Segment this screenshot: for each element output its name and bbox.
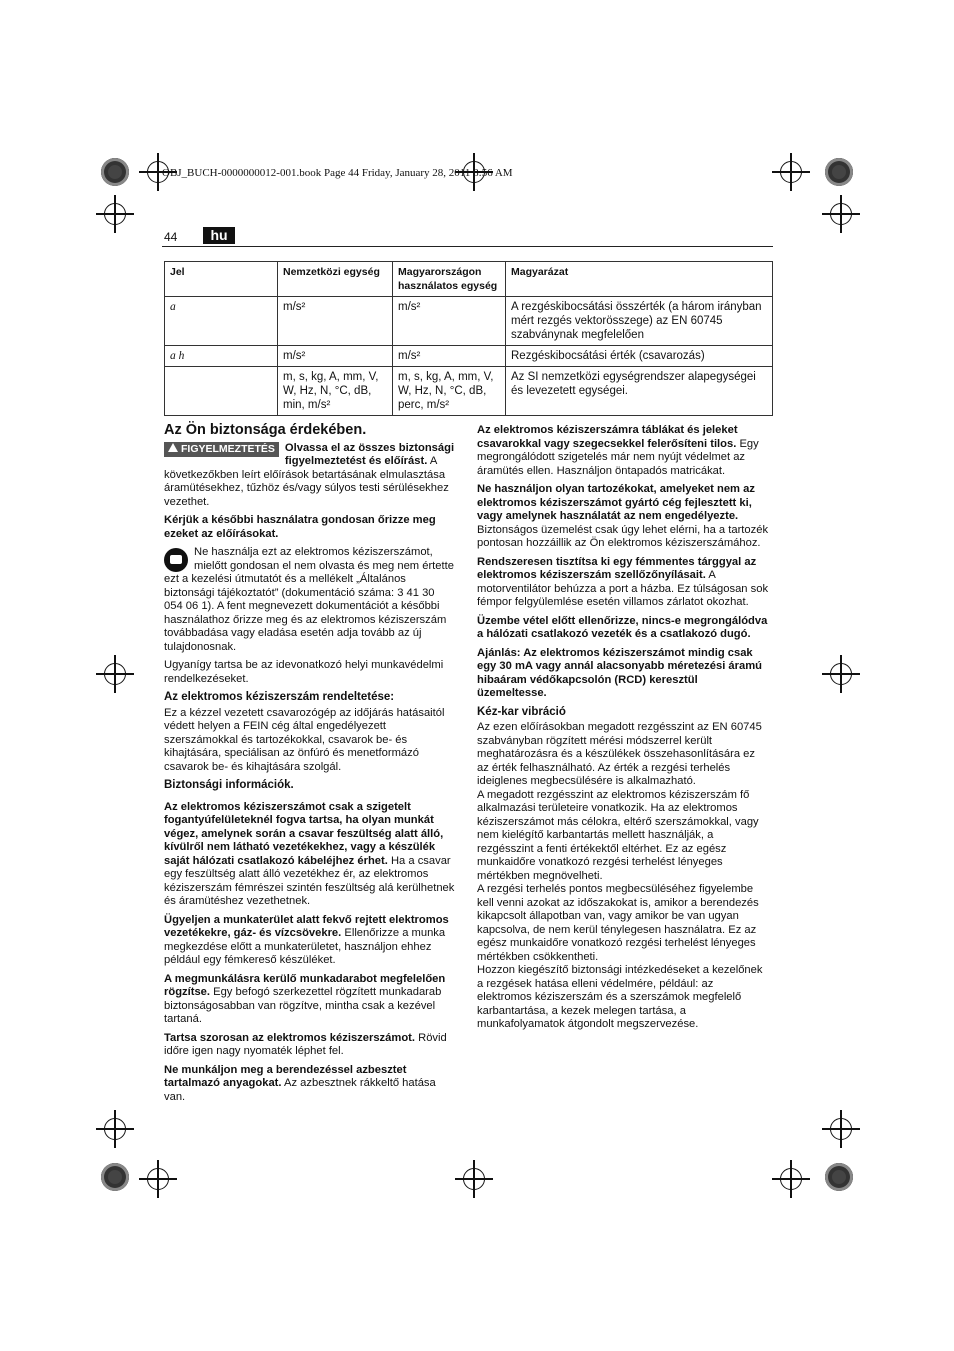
left-column xyxy=(164,424,456,1109)
safety-text: Ellenőrizze a munka megkezdése előtt a munkaterületet, használjon ehhez például egy fémkereső készüléket. xyxy=(164,927,446,966)
vibration-paragraph: Az ezen előírásokban megadott rezgésszint az EN 60745 szabványban rögzített mérési módszerrel került meghatározásra és a készülékek összehasonlítására ez az érték felhasználható. Az érték a rezgési terhelés ideiglenes megbecsülésére is alkalmazható. xyxy=(477,721,762,787)
safety-text: Egy megrongálódott szigetelés már nem nyújt védelmet az áramütés ellen. Használjon öntapadós matricákat. xyxy=(477,437,759,477)
crop-mark-top-right-outer xyxy=(822,195,860,233)
purpose-text: Ez a kézzel vezetett csavarozógép az időjárás hatásaitól védett helyen a FEIN cég által engedélyezett szerszámokkal és tartozékokkal, csavarok be- és kihajtására, speciálisan az önfúró és menetformázó csavarok be- és kihajtására szolgál. xyxy=(164,706,445,773)
safety-paragraph xyxy=(477,483,769,551)
rcd-recommendation: Ajánlás: Az elektromos kéziszerszámot mindig csak egy 30 mA vagy annál alacsonyabb méretezési áramú hibaáram védőkapcsolón (RCD) keresztül üzemeltesse. xyxy=(477,646,763,699)
safety-text: Biztonságos üzemelést csak úgy lehet elérni, ha a tartozék pontosan hozzáillik az Ön elektromos kéziszerszámához. xyxy=(477,523,769,549)
manual-text: Ne használja ezt az elektromos kéziszerszámot, mielőtt gondosan el nem olvasta és meg nem értette ezt a kezelési útmutatót és a mellékelt „Általános biztonsági tájékoztatót” (dokumentáció száma: 3 41 30 054 06 1). A fent megnevezett dokumentációt a későbbi használathoz őrizze meg és az elektromos kéziszerszám továbbadása vagy eladása esetén adja tovább az új tulajdonosnak. xyxy=(164,546,454,653)
table-cell: Rezgéskibocsátási érték (csavarozás) xyxy=(506,346,773,367)
table-header: Magyarázat xyxy=(506,262,773,297)
crop-mark-top-left-outer xyxy=(96,195,134,233)
vibration-paragraph: A megadott rezgésszint az elektromos kéziszerszám fő alkalmazási területeire vonatkozik. Ha az elektromos kéziszerszámot más célokra, eltérő szerszámokkal, vagy nem kielégítő karbantartás mellett használják, a rezgésszint a fenti értékektől eltérhet. Ez az egész munkaidőre vonatkozó rezgési terhelést lényeges mértékben megnövelheti. xyxy=(477,788,759,882)
registration-disc-top-left xyxy=(101,158,129,186)
safety-paragraph xyxy=(164,1064,456,1105)
table-cell: m/s² xyxy=(393,346,506,367)
table-header: Nemzetközi egység xyxy=(278,262,393,297)
safety-text: Rövid időre igen nagy nyomaték léphet fel. xyxy=(164,1031,447,1057)
crop-mark-bottom-left-outer xyxy=(96,1110,134,1148)
safety-bold: Ügyeljen a munkaterület alatt fekvő rejtett elektromos vezetékekre, gáz- és vízcsövekre. xyxy=(164,913,449,939)
registration-disc-bottom-left xyxy=(101,1163,129,1191)
safety-text: Ha a csavar egy feszültség alatt álló vezetékhez ér, az elektromos kéziszerszám fémrészei szintén feszültség alá kerülhetnek és áramütéshez vezethetnek. xyxy=(164,854,455,907)
table-row xyxy=(165,346,773,367)
safety-bold: A megmunkálásra kerülő munkadarabot megfelelően rögzítse. xyxy=(164,972,446,998)
read-manual-icon xyxy=(164,548,188,572)
safety-title: Biztonsági információk. xyxy=(164,779,294,791)
keep-instructions: Kérjük a későbbi használatra gondosan őrizze meg ezeket az előírásokat. xyxy=(164,514,436,540)
warning-triangle-icon xyxy=(168,443,178,452)
crop-mark-bottom-right-outer xyxy=(822,1110,860,1148)
print-header: OBJ_BUCH-0000000012-001.book Page 44 Friday, January 28, 2011 8:56 AM xyxy=(162,167,513,179)
warning-tag xyxy=(164,442,279,458)
language-badge: hu xyxy=(203,227,235,244)
crop-mark-bottom-left xyxy=(139,1160,177,1198)
crop-mark-mid-right xyxy=(822,655,860,693)
registration-disc-top-right xyxy=(825,158,853,186)
safety-bold: Az elektromos kéziszerszámra táblákat és jeleket csavarokkal vagy szegecsekkel felerősíteni tilos. xyxy=(477,424,738,450)
warning-text: A következőkben leírt előírások betartásának elmulasztása áramütésekhez, tűzhöz és/vagy súlyos testi sérülésekhez vezethet. xyxy=(164,455,449,508)
table-row xyxy=(165,367,773,416)
crop-mark-bottom-center xyxy=(455,1160,493,1198)
safety-bold: Üzembe vétel előtt ellenőrizze, nincs-e megrongálódva a hálózati csatlakozó vezeték és a csatlakozó dugó. xyxy=(477,614,768,640)
units-table xyxy=(164,261,773,416)
table-cell-symbol: a h xyxy=(165,346,278,367)
safety-paragraph xyxy=(164,973,456,1027)
safety-paragraph xyxy=(164,801,456,909)
table-cell-symbol: a xyxy=(165,297,278,346)
table-cell: m, s, kg, A, mm, V, W, Hz, N, °C, dB, min, m/s² xyxy=(278,367,393,416)
registration-disc-bottom-right xyxy=(825,1163,853,1191)
table-cell: m/s² xyxy=(278,346,393,367)
header-rule xyxy=(162,246,773,247)
purpose-title: Az elektromos kéziszerszám rendeltetése: xyxy=(164,691,395,703)
page-number: 44 xyxy=(164,230,178,244)
safety-bold: Ne munkáljon meg a berendezéssel azbesztet tartalmazó anyagokat. xyxy=(164,1063,407,1089)
safety-paragraph xyxy=(164,1032,456,1059)
vibration-paragraph: A rezgési terhelés pontos megbecsüléséhez figyelembe kell venni azokat az időszakokat is, amikor a berendezés kikapcsolt állapotban van, vagy amikor be van ugyan kapcsolva, de nem kerül ténylegesen használatra. Ez az egész munkaidőre vonatkozó rezgési terhelést lényeges mértékben csökkentheti. xyxy=(477,883,759,963)
vibration-paragraph: Hozzon kiegészítő biztonsági intézkedéseket a kezelőnek a rezgések hatása elleni védelmére, például: az elektromos kéziszerszám és a szerszámok megfelelő karbantartása, a kezek melegen tartása, a munkafolyamatok átgondolt megszervezése. xyxy=(477,964,763,1030)
table-header-row xyxy=(165,262,773,297)
table-cell: m, s, kg, A, mm, V, W, Hz, N, °C, dB, perc, m/s² xyxy=(393,367,506,416)
section-title: Az Ön biztonsága érdekében. xyxy=(164,422,367,438)
safety-text: A motorventilátor behúzza a port a házba. Ez túlságosan sok fémpor felgyülemlése esetén villamos zárlatot okozhat. xyxy=(477,569,769,608)
right-column xyxy=(477,424,769,1037)
safety-paragraph xyxy=(477,424,769,478)
manual-paragraph xyxy=(164,546,456,654)
safety-paragraph xyxy=(164,914,456,968)
warning-tag-label: FIGYELMEZTETÉS xyxy=(181,442,275,455)
table-cell: m/s² xyxy=(278,297,393,346)
table-cell: Az SI nemzetközi egységrendszer alapegységei és levezetett egységei. xyxy=(506,367,773,416)
safety-text: Egy befogó szerkezettel rögzített munkadarab biztonságosabban van rögzítve, mintha csak a kezével tartaná. xyxy=(164,986,442,1025)
safety-bold: Az elektromos kéziszerszámot csak a szigetelt fogantyúfelületeknél fogva tartsa, ha olyan munkát végez, amelynek során a csavar feszültség alatt álló, kívülről nem látható vezetékekhez, vagy a készülék saját hálózati csatlakozó kábeléjhez érhet. xyxy=(164,800,444,867)
table-row xyxy=(165,297,773,346)
warning-paragraph xyxy=(164,442,456,510)
warning-bold: Olvassa el az összes biztonsági figyelmeztetést és előírást. xyxy=(284,441,455,467)
table-cell: A rezgéskibocsátási összérték (a három irányban mért rezgés vektorösszege) az EN 60745 szabványnak megfelelően xyxy=(506,297,773,346)
safety-paragraph xyxy=(477,556,769,610)
table-cell: m/s² xyxy=(393,297,506,346)
crop-mark-bottom-right xyxy=(772,1160,810,1198)
table-header: Jel xyxy=(165,262,278,297)
table-cell-symbol xyxy=(165,367,278,416)
crop-mark-mid-left xyxy=(96,655,134,693)
table-header: Magyarországon használatos egység xyxy=(393,262,506,297)
rules-paragraph: Ugyanígy tartsa be az idevonatkozó helyi munkavédelmi rendelkezéseket. xyxy=(164,659,444,685)
safety-bold: Tartsa szorosan az elektromos kéziszerszámot. xyxy=(164,1031,415,1044)
crop-mark-top-right xyxy=(772,153,810,191)
safety-text: Az azbesztnek rákkeltő hatása van. xyxy=(164,1077,436,1103)
safety-bold: Ne használjon olyan tartozékokat, amelyeket nem az elektromos kéziszerszámot gyártó cég fejlesztett ki, vagy amelynek használatát az nem engedélyezte. xyxy=(477,483,755,522)
safety-bold: Rendszeresen tisztítsa ki egy fémmentes tárggyal az elektromos kéziszerszám szellőzőnyílásait. xyxy=(477,555,757,581)
vibration-title: Kéz-kar vibráció xyxy=(477,705,566,718)
